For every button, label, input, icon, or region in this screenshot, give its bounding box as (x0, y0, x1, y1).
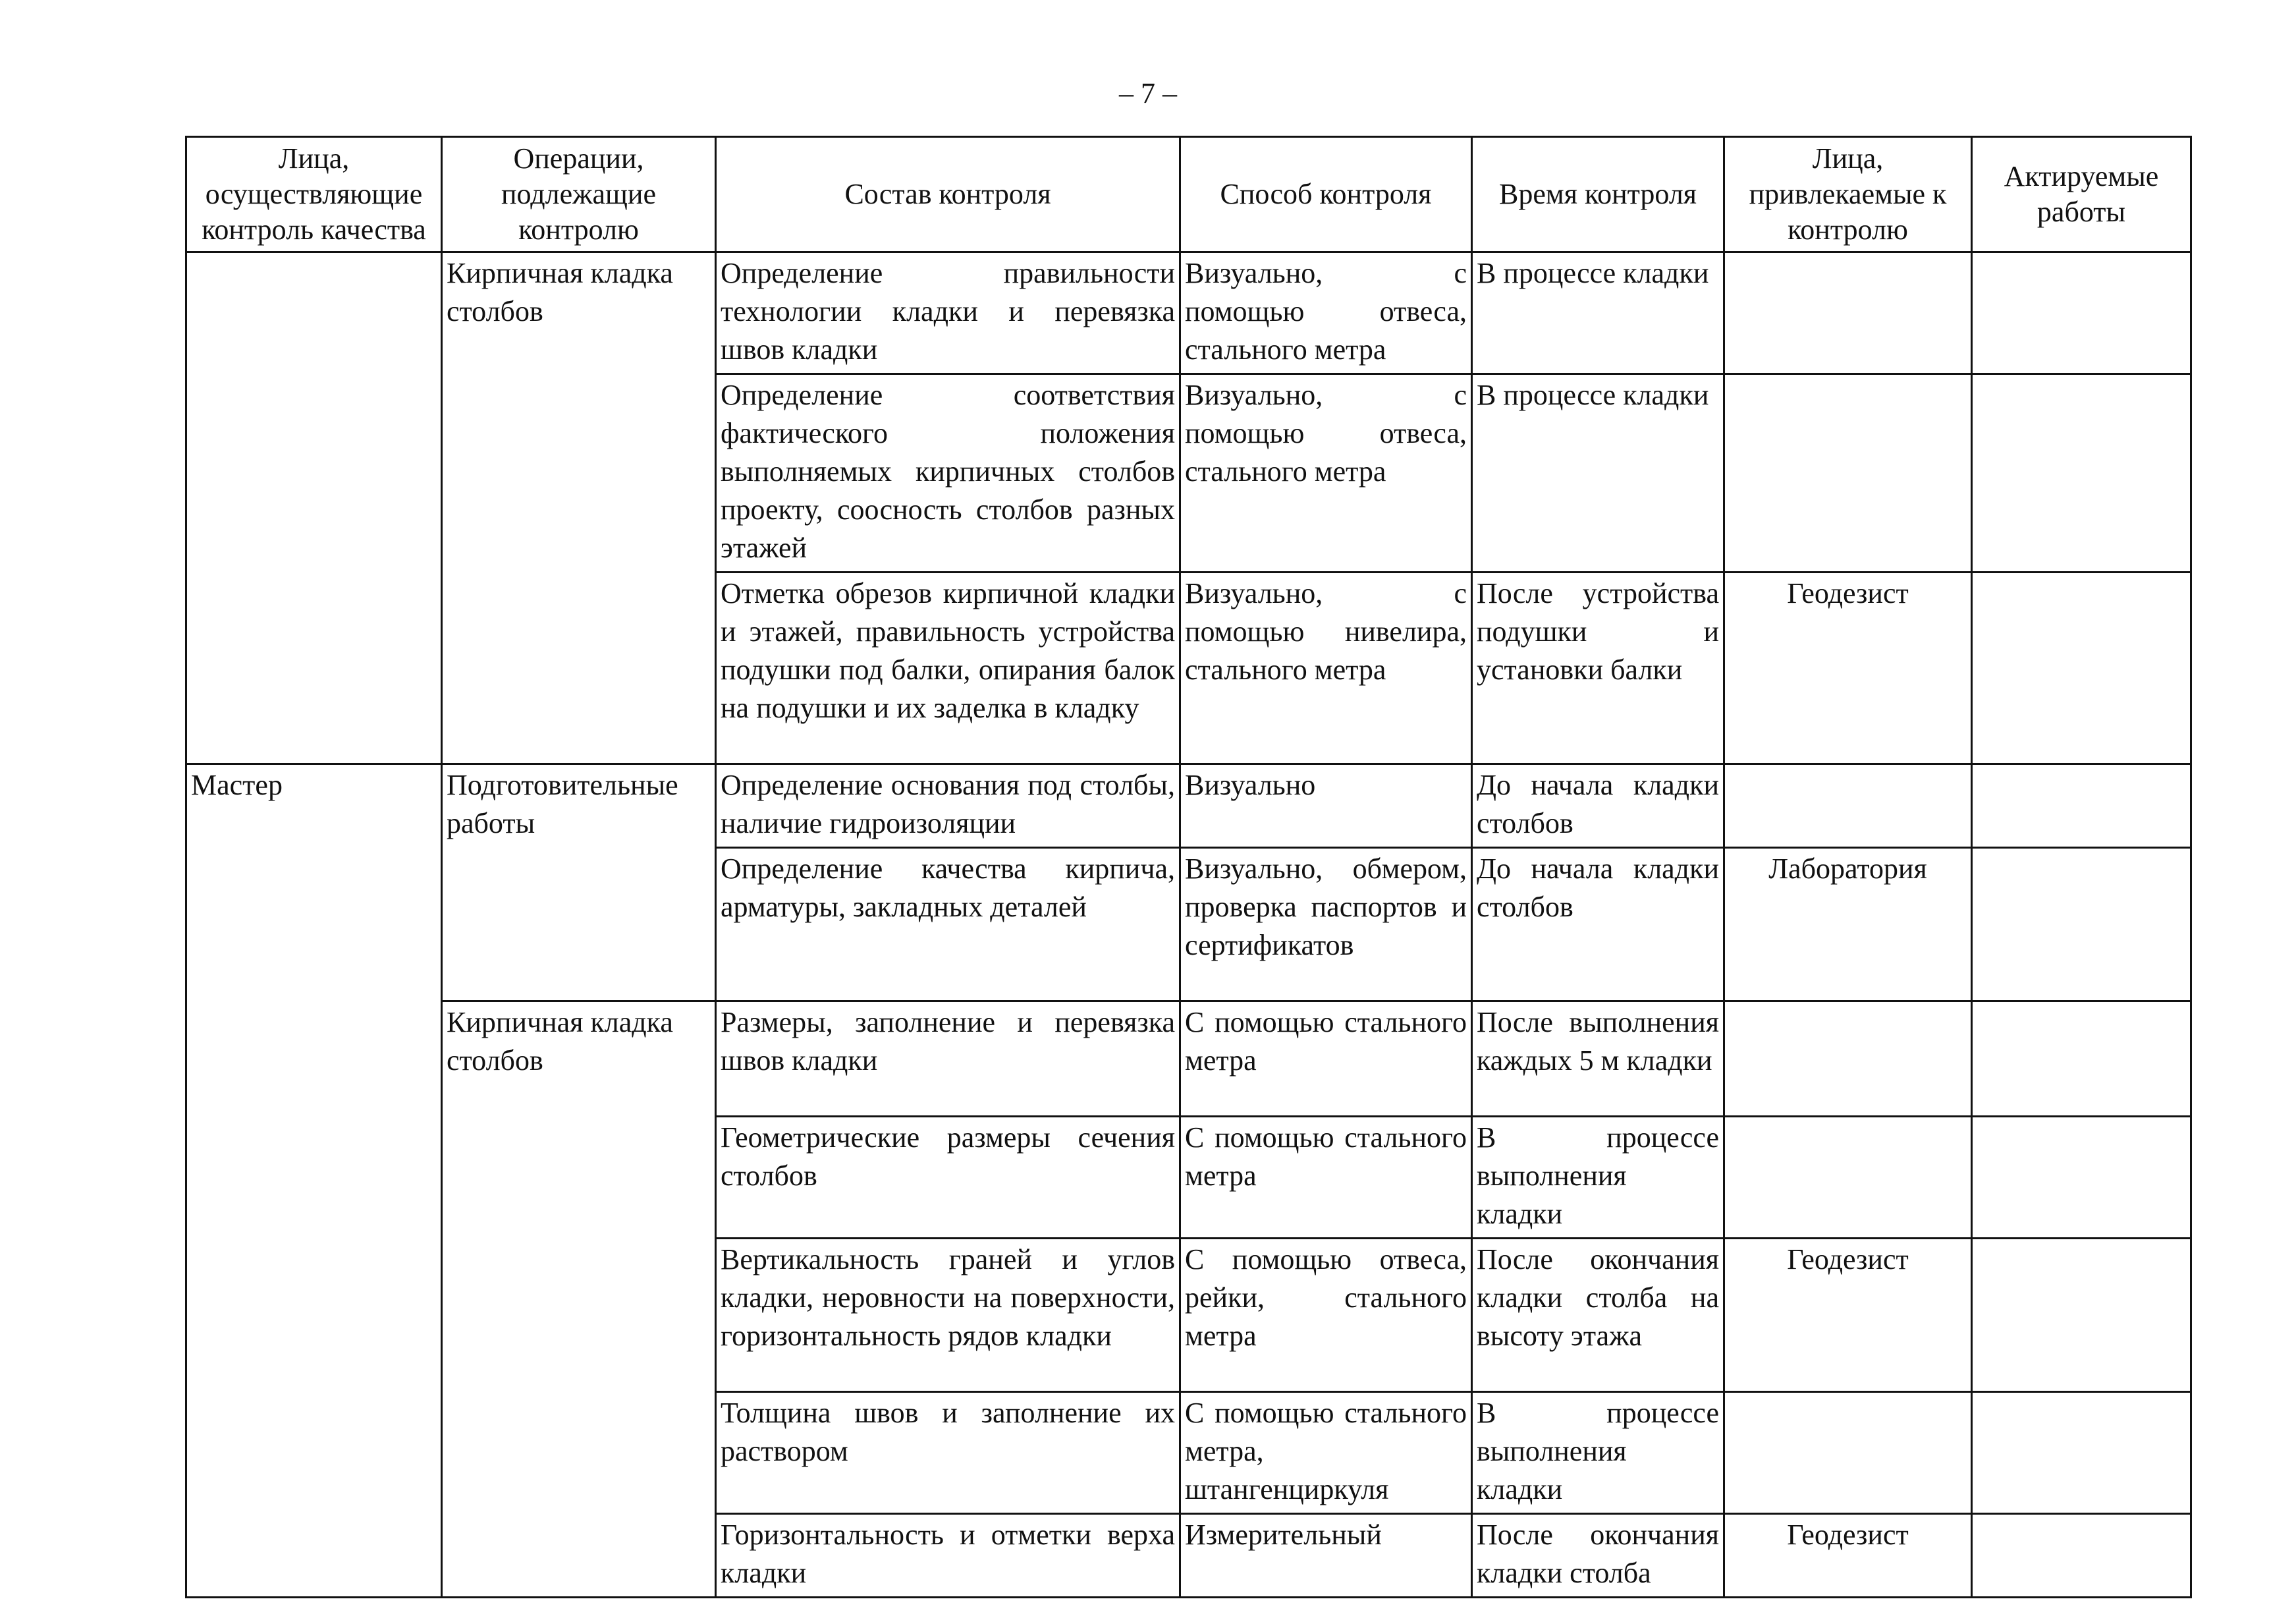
cell-involved: Геодезист (1724, 573, 1972, 764)
cell-method: Измерительный (1180, 1514, 1472, 1598)
cell-involved (1724, 374, 1972, 573)
cell-involved (1724, 252, 1972, 374)
cell-composition: Отметка обрезов кирпичной кладки и этажей, правильность устройства подушки под балки, опирания балок на подушки и их заделка в кладку (716, 573, 1180, 764)
cell-composition: Определение качества кирпича, арматуры, закладных деталей (716, 848, 1180, 1001)
cell-method: С помощью стального метра (1180, 1001, 1472, 1117)
cell-acts (1972, 1117, 2191, 1239)
table-header-row (186, 137, 2191, 252)
table-row (186, 1001, 2191, 1117)
cell-involved (1724, 1392, 1972, 1514)
cell-time: В процессе кладки (1472, 252, 1724, 374)
cell-involved (1724, 1117, 1972, 1239)
header-composition: Состав контроля (716, 137, 1180, 252)
quality-control-table (185, 136, 2192, 1598)
cell-acts (1972, 573, 2191, 764)
cell-involved: Геодезист (1724, 1514, 1972, 1598)
cell-involved: Геодезист (1724, 1239, 1972, 1392)
cell-involved (1724, 764, 1972, 848)
cell-acts (1972, 252, 2191, 374)
header-method: Способ контроля (1180, 137, 1472, 252)
cell-acts (1972, 848, 2191, 1001)
cell-involved (1724, 1001, 1972, 1117)
cell-operation: Кирпичная кладка столбов (442, 252, 716, 764)
header-involved: Лица, привлекаемые к контролю (1724, 137, 1972, 252)
table-row (186, 252, 2191, 374)
cell-involved: Лаборатория (1724, 848, 1972, 1001)
cell-composition: Определение основания под столбы, наличие гидроизоляции (716, 764, 1180, 848)
cell-composition: Вертикальность граней и углов кладки, неровности на поверхности, горизонтальность рядов кладки (716, 1239, 1180, 1392)
cell-time: До начала кладки столбов (1472, 848, 1724, 1001)
cell-method: С помощью стального метра (1180, 1117, 1472, 1239)
cell-time: После устройства подушки и установки балки (1472, 573, 1724, 764)
cell-person (186, 252, 442, 764)
cell-time: В процессе кладки (1472, 374, 1724, 573)
cell-method: С помощью стального метра, штангенциркуля (1180, 1392, 1472, 1514)
header-time: Время контроля (1472, 137, 1724, 252)
cell-composition: Толщина швов и заполнение их раствором (716, 1392, 1180, 1514)
header-persons: Лица, осуществляющие контроль качества (186, 137, 442, 252)
header-acts: Актируемые работы (1972, 137, 2191, 252)
cell-time: После окончания кладки столба на высоту этажа (1472, 1239, 1724, 1392)
cell-time: После выполнения каждых 5 м кладки (1472, 1001, 1724, 1117)
cell-composition: Геометрические размеры сечения столбов (716, 1117, 1180, 1239)
cell-operation: Кирпичная кладка столбов (442, 1001, 716, 1598)
cell-method: Визуально (1180, 764, 1472, 848)
cell-acts (1972, 374, 2191, 573)
cell-method: С помощью отвеса, рейки, стального метра (1180, 1239, 1472, 1392)
cell-composition: Определение правильности технологии кладки и перевязка швов кладки (716, 252, 1180, 374)
table-row (186, 764, 2191, 848)
cell-time: В процессе выполнения кладки (1472, 1117, 1724, 1239)
cell-composition: Горизонтальность и отметки верха кладки (716, 1514, 1180, 1598)
cell-acts (1972, 1514, 2191, 1598)
cell-method: Визуально, обмером, проверка паспортов и сертификатов (1180, 848, 1472, 1001)
cell-time: После окончания кладки столба (1472, 1514, 1724, 1598)
cell-acts (1972, 1392, 2191, 1514)
header-operations: Операции, подлежащие контролю (442, 137, 716, 252)
cell-acts (1972, 1239, 2191, 1392)
cell-acts (1972, 764, 2191, 848)
cell-composition: Размеры, заполнение и перевязка швов кладки (716, 1001, 1180, 1117)
cell-time: До начала кладки столбов (1472, 764, 1724, 848)
cell-operation: Подготовительные работы (442, 764, 716, 1001)
cell-method: Визуально, с помощью отвеса, стального метра (1180, 252, 1472, 374)
cell-composition: Определение соответствия фактического положения выполняемых кирпичных столбов проекту, соосность столбов разных этажей (716, 374, 1180, 573)
cell-person: Мастер (186, 764, 442, 1598)
cell-time: В процессе выполнения кладки (1472, 1392, 1724, 1514)
cell-acts (1972, 1001, 2191, 1117)
page-number: – 7 – (1119, 77, 1177, 109)
cell-method: Визуально, с помощью отвеса, стального метра (1180, 374, 1472, 573)
cell-method: Визуально, с помощью нивелира, стального метра (1180, 573, 1472, 764)
